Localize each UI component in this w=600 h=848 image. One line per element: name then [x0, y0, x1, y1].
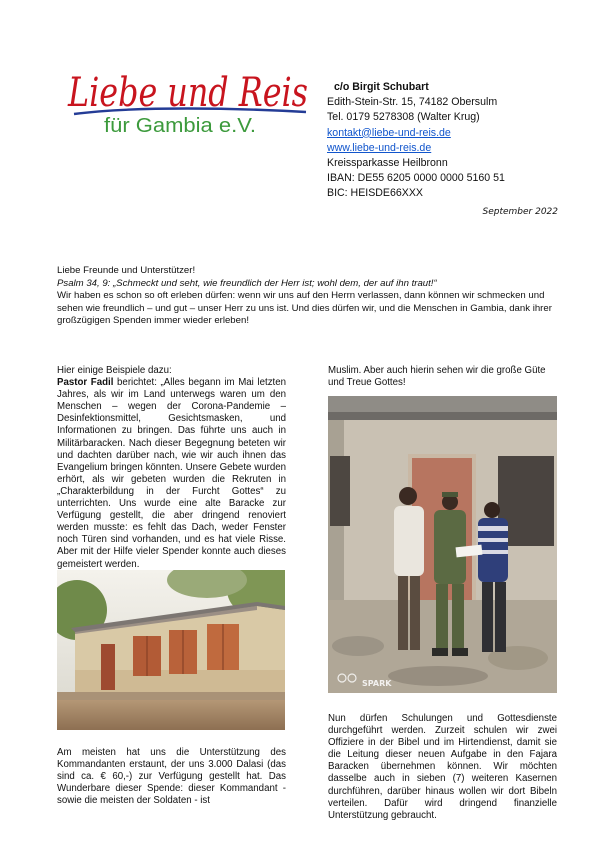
organization-logo	[66, 68, 316, 138]
right-column-text: Muslim. Aber auch hierin sehen wir die große Güte und Treue Gottes!	[328, 365, 546, 389]
examples-lead: Hier einige Beispiele dazu:	[57, 365, 172, 376]
logo-text-sub: für Gambia e.V.	[104, 115, 256, 137]
logo-text-main: Liebe und Reis	[67, 70, 308, 116]
address-block	[327, 80, 587, 202]
intro-section	[57, 265, 557, 328]
email-link[interactable]: kontakt@liebe-und-reis.de	[327, 126, 451, 139]
website-link[interactable]: www.liebe-und-reis.de	[327, 141, 432, 154]
greeting: Liebe Freunde und Unterstützer!	[57, 265, 196, 276]
left-column-text	[57, 365, 286, 571]
bank-name: Kreissparkasse Heilbronn	[327, 157, 448, 170]
bible-verse: Psalm 34, 9: „Schmeckt und seht, wie freundlich der Herr ist; wohl dem, der auf ihn traut!“	[57, 277, 437, 289]
report-paragraph	[57, 377, 286, 571]
left-column-continued: Am meisten hat uns die Unterstützung des Kommandanten erstaunt, der uns 3.000 Dalasi (das sind ca. € 60,-) zur Verfügung gestellt hat. Das Wunderbare dieser Spende: dieser Kommandant - sowie die meisten der Soldaten - ist	[57, 747, 286, 807]
iban: IBAN: DE55 6205 0000 0000 5160 51	[327, 172, 505, 185]
street-address: Edith-Stein-Str. 15, 74182 Obersulm	[327, 96, 498, 109]
intro-text: Wir haben es schon so oft erleben dürfen: wenn wir uns auf den Herrn verlassen, dann können wir schmecken und sehen wie freundlich – und gut – unser Herr zu uns ist. Und dies dürfen wir, und die Menschen in Gambia, dank ihrer großzügigen Spenden immer wieder erleben!	[57, 290, 552, 327]
barracks-building-photo	[57, 570, 285, 730]
bic: BIC: HEISDE66XXX	[327, 187, 423, 200]
speaker-name: Pastor Fadil	[57, 377, 114, 389]
donation-handover-photo	[328, 396, 557, 693]
contact-name: c/o Birgit Schubart	[334, 81, 429, 93]
report-text: berichtet: „Alles begann im Mai letzten Jahres, als wir im Land unterwegs waren um den Menschen – wegen der Corona-Pandemie – Desinfektionsmittel, Gesichtsmasken, und Informationen zu bringen. Das führte uns auch in Militärbaracken. Nach dieser Begegnung beteten wir und dachten darüber nach, wie wir auch ihnen das Evangelium bringen könnten. Unsere Gebete wurden erhört, als wir gebeten wurden die Rekruten in „Charakterbildung in der Furcht Gottes“ zu unterrichten. Uns wurde eine alte Baracke zur Verfügung gestellt, die aber dringend renoviert werden musste: es fehlt das Dach, weder Fenster noch Türen sind vorhanden, und es hat viele Risse. Aber mit der Hilfe vieler Spender konnte auch dieses gemeistert werden.	[57, 377, 287, 570]
letter-date: September 2022	[482, 207, 558, 217]
phone-number: Tel. 0179 5278308 (Walter Krug)	[327, 111, 480, 124]
photo-watermark: SPARK	[362, 679, 392, 688]
right-column-continued: Nun dürfen Schulungen und Gottesdienste durchgeführt werden. Zurzeit schulen wir zwei Offiziere in der Bibel und im Hirtendienst, damit sie die Leitung dieser neuen Aufgabe in den Fajara Baracken übernehmen können. Wir möchten dasselbe auch in sieben (7) weiteren Kasernen durchführen, darüber hinaus wollen wir dort Bibeln verteilen. Dafür wird dringend finanzielle Unterstützung gebraucht.	[328, 713, 557, 821]
